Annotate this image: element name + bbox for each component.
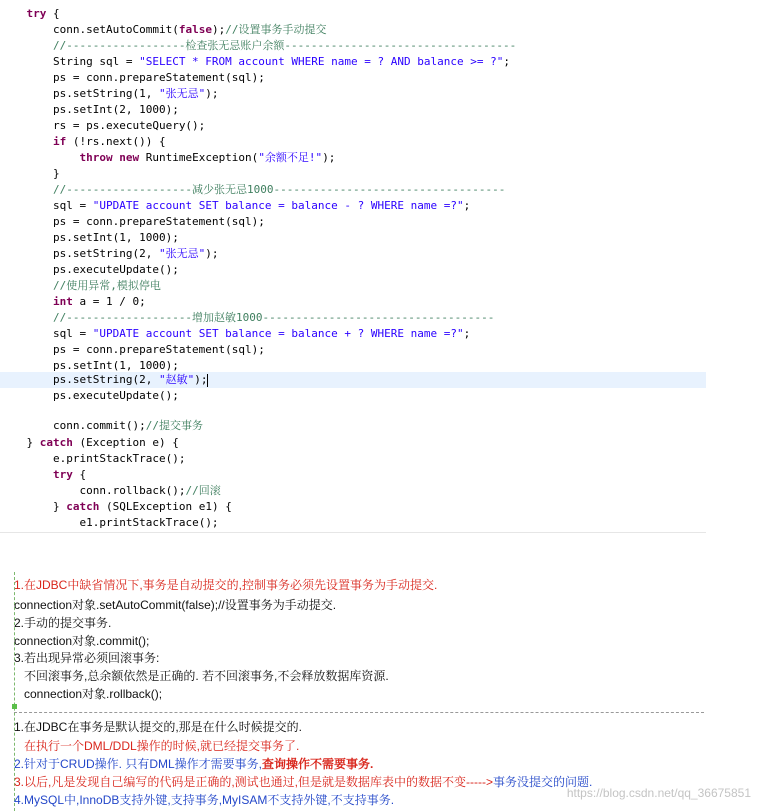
keyword: if [52,135,67,148]
note-line: connection对象.setAutoCommit(false);//设置事务为手动提交. [14,598,337,612]
keyword: try [26,7,47,20]
code-comment: //回滚 [185,484,221,497]
code-line [0,451,706,467]
code-text: ps.setInt(2, 1000); [52,103,179,116]
code-line [0,278,706,294]
code-comment: //-------------------增加赵敏1000----------------------------------- [52,311,495,324]
code-line [0,246,706,262]
code-line [0,230,706,246]
code-text: conn.rollback(); [79,484,186,497]
code-line [0,182,706,198]
note-text: 3.以后,凡是发现自己编写的代码是正确的,测试也通过,但是就是数据库表中的数据不变-----> [14,775,494,789]
code-comment: //使用异常,模拟停电 [52,279,161,292]
code-text: } [52,167,60,180]
code-line [0,70,706,86]
code-text: ); [205,87,219,100]
code-line [0,418,706,434]
code-text: (!rs.next()) { [66,135,166,148]
note-text: 2.针对于CRUD操作. 只有DML操作才需要事务, [14,757,263,771]
note-line: 4.MySQL中,InnoDB支持外键,支持事务,MyISAM不支持外键,不支持事务. [14,793,395,807]
code-line [0,86,706,102]
code-string: "SELECT * FROM account WHERE name = ? AND balance >= ?" [139,55,504,68]
keyword: int [52,295,73,308]
code-comment: //------------------检查张无忌账户余额----------------------------------- [52,39,517,52]
code-text: (SQLException e1) { [99,500,232,513]
code-text: ps = conn.prepareStatement(sql); [52,71,265,84]
code-line [0,214,706,230]
code-line [0,22,706,38]
code-line [0,342,706,358]
code-line [0,38,706,54]
note-text: 事务没提交的问题. [493,775,593,789]
code-line [0,388,706,404]
code-text: ); [322,151,336,164]
code-text: ps.setInt(1, 1000); [52,231,179,244]
code-line [0,166,706,182]
code-text: ); [211,23,226,36]
code-text: e.printStackTrace(); [52,452,186,465]
code-line [0,483,706,499]
code-text: ; [463,327,471,340]
code-line [0,310,706,326]
code-text: sql = [52,327,93,340]
watermark: https://blog.csdn.net/qq_36675851 [566,786,751,800]
note-line [14,773,592,791]
code-text: a = 1 / 0; [72,295,146,308]
code-text: RuntimeException( [139,151,259,164]
code-line [0,150,706,166]
code-string: "赵敏" [158,373,195,386]
code-text: } [26,436,40,449]
margin-marker [12,704,17,709]
separator-line [14,712,704,713]
code-text: e1.printStackTrace(); [79,516,219,529]
note-line: 1.在JDBC中缺省情况下,事务是自动提交的,控制事务必须先设置事务为手动提交. [14,578,438,592]
code-line [0,326,706,342]
code-line [0,198,706,214]
code-line [0,262,706,278]
code-line [0,102,706,118]
code-string: "余额不足!" [258,151,323,164]
code-text: sql = [52,199,93,212]
note-line: 1.在JDBC在事务是默认提交的,那是在什么时候提交的. [14,720,303,734]
code-text: conn.commit(); [52,419,146,432]
keyword: catch [66,500,100,513]
note-line: connection对象.commit(); [14,634,150,648]
code-string: "张无忌" [158,247,206,260]
code-text: conn.setAutoCommit( [52,23,179,36]
code-comment: //-------------------减少张无忌1000----------------------------------- [52,183,506,196]
keyword: catch [39,436,73,449]
code-text: } [52,500,67,513]
note-line: 不回滚事务,总余额依然是正确的. 若不回滚事务,不会释放数据库资源. [24,669,389,683]
code-line [0,54,706,70]
code-line [0,467,706,483]
code-text: ps.setString(2, [52,247,159,260]
code-text: String sql = [52,55,140,68]
code-text: (Exception e) { [72,436,179,449]
code-text: rs = ps.executeQuery(); [52,119,206,132]
keyword: false [178,23,212,36]
code-comment: //设置事务手动提交 [225,23,327,36]
code-text: ps.setString(1, [52,87,159,100]
code-text: ); [194,373,208,386]
code-line [0,6,706,22]
code-text: ); [205,247,219,260]
code-line [0,499,706,515]
code-line [0,435,706,451]
code-text: ps = conn.prepareStatement(sql); [52,215,265,228]
code-text: ps.executeUpdate(); [52,389,179,402]
keyword: try [52,468,73,481]
code-string: "UPDATE account SET balance = balance - ? WHERE name =?" [92,199,464,212]
code-text: { [46,7,60,20]
code-text: ps.setInt(1, 1000); [52,359,179,372]
note-line: 3.若出现异常必须回滚事务: [14,651,160,665]
code-comment: //提交事务 [145,419,203,432]
text-cursor [207,374,208,387]
code-line [0,294,706,310]
note-text-emphasis: 查询操作不需要事务. [262,757,374,771]
code-string: "张无忌" [158,87,206,100]
code-text: { [72,468,87,481]
keyword: throw new [79,151,140,164]
code-line-current [0,372,706,388]
code-text: ; [463,199,471,212]
note-line [14,755,373,773]
note-line: 在执行一个DML/DDL操作的时候,就已经提交事务了. [24,739,300,753]
code-text: ; [503,55,510,68]
code-line [0,134,706,150]
code-string: "UPDATE account SET balance = balance + ? WHERE name =?" [92,327,464,340]
code-text: ps = conn.prepareStatement(sql); [52,343,265,356]
note-line: 2.手动的提交事务. [14,616,112,630]
code-text: ps.setString(2, [52,373,159,386]
code-line [0,118,706,134]
code-line [0,515,706,531]
note-line: connection对象.rollback(); [24,687,163,701]
code-text: ps.executeUpdate(); [52,263,179,276]
